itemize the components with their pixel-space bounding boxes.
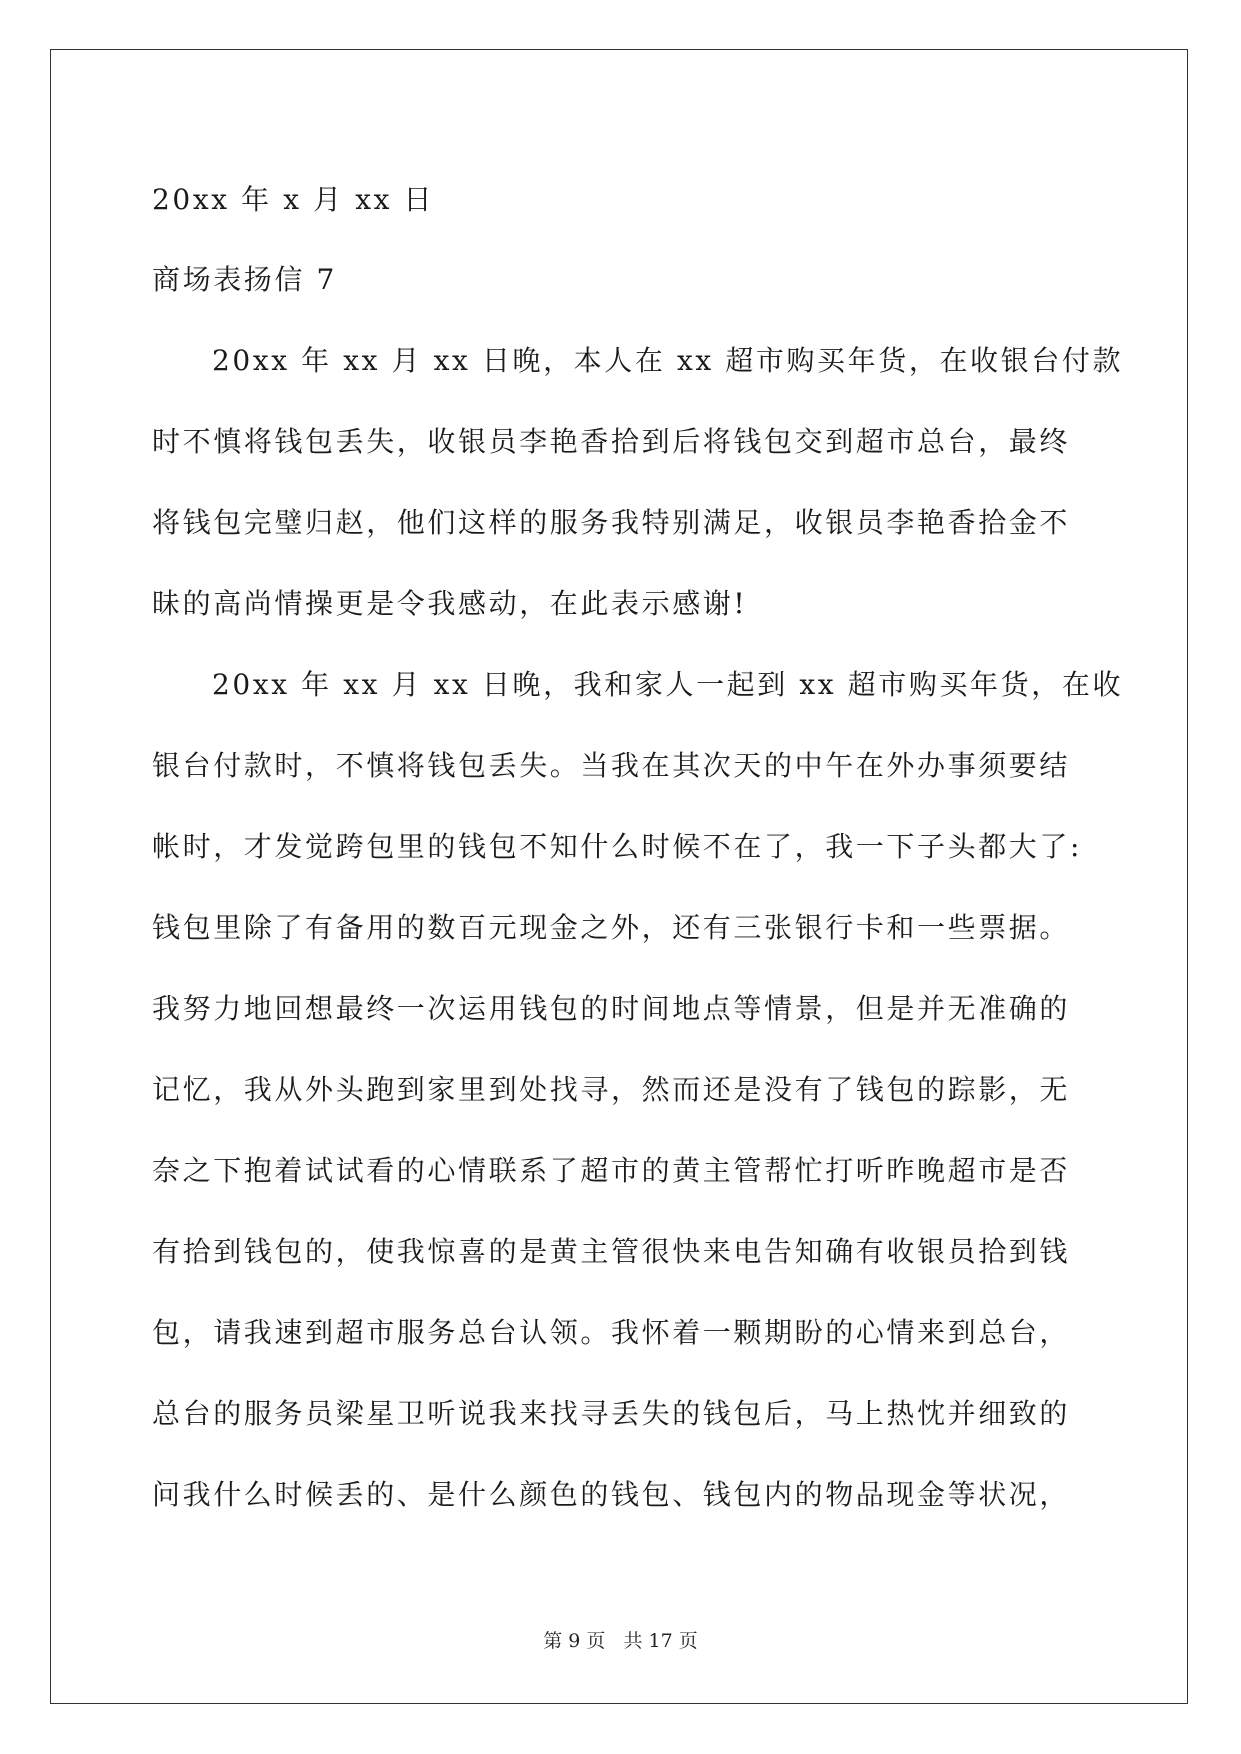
paragraph-line: 帐时，才发觉跨包里的钱包不知什么时候不在了，我一下子头都大了:: [152, 830, 1083, 863]
paragraph-line: 我努力地回想最终一次运用钱包的时间地点等情景，但是并无准确的: [152, 992, 1071, 1025]
paragraph-line: 记忆，我从外头跑到家里到处找寻，然而还是没有了钱包的踪影，无: [152, 1073, 1071, 1106]
page-total: 共 17 页: [623, 1630, 698, 1652]
letter-date: 20xx 年 x 月 xx 日: [152, 183, 435, 216]
letter-title: 商场表扬信 7: [152, 263, 337, 296]
paragraph-line: 将钱包完璧归赵，他们这样的服务我特别满足，收银员李艳香拾金不: [152, 506, 1071, 539]
page-number: 第 9 页: [543, 1630, 606, 1652]
document-body: [152, 160, 1124, 1535]
paragraph-2: [152, 644, 1124, 1535]
paragraph-line: 总台的服务员梁星卫听说我来找寻丢失的钱包后，马上热忱并细致的: [152, 1397, 1071, 1430]
paragraph-line: 包，请我速到超市服务总台认领。我怀着一颗期盼的心情来到总台，: [152, 1316, 1071, 1349]
paragraph-line: 问我什么时候丢的、是什么颜色的钱包、钱包内的物品现金等状况，: [152, 1478, 1071, 1511]
paragraph-line: 奈之下抱着试试看的心情联系了超市的黄主管帮忙打听昨晚超市是否: [152, 1154, 1071, 1187]
paragraph-line: 钱包里除了有备用的数百元现金之外，还有三张银行卡和一些票据。: [152, 911, 1071, 944]
paragraph-1: [152, 320, 1124, 644]
paragraph-line: 银台付款时，不慎将钱包丢失。当我在其次天的中午在外办事须要结: [152, 749, 1071, 782]
paragraph-line: 20xx 年 xx 月 xx 日晚，我和家人一起到 xx 超市购买年货，在收: [212, 668, 1124, 701]
paragraph-line: 有拾到钱包的，使我惊喜的是黄主管很快来电告知确有收银员拾到钱: [152, 1235, 1071, 1268]
page-footer: [0, 1626, 1241, 1653]
paragraph-line: 时不慎将钱包丢失，收银员李艳香拾到后将钱包交到超市总台，最终: [152, 425, 1071, 458]
paragraph-line: 昧的高尚情操更是令我感动，在此表示感谢!: [152, 587, 748, 620]
paragraph-line: 20xx 年 xx 月 xx 日晚，本人在 xx 超市购买年货，在收银台付款: [212, 344, 1124, 377]
